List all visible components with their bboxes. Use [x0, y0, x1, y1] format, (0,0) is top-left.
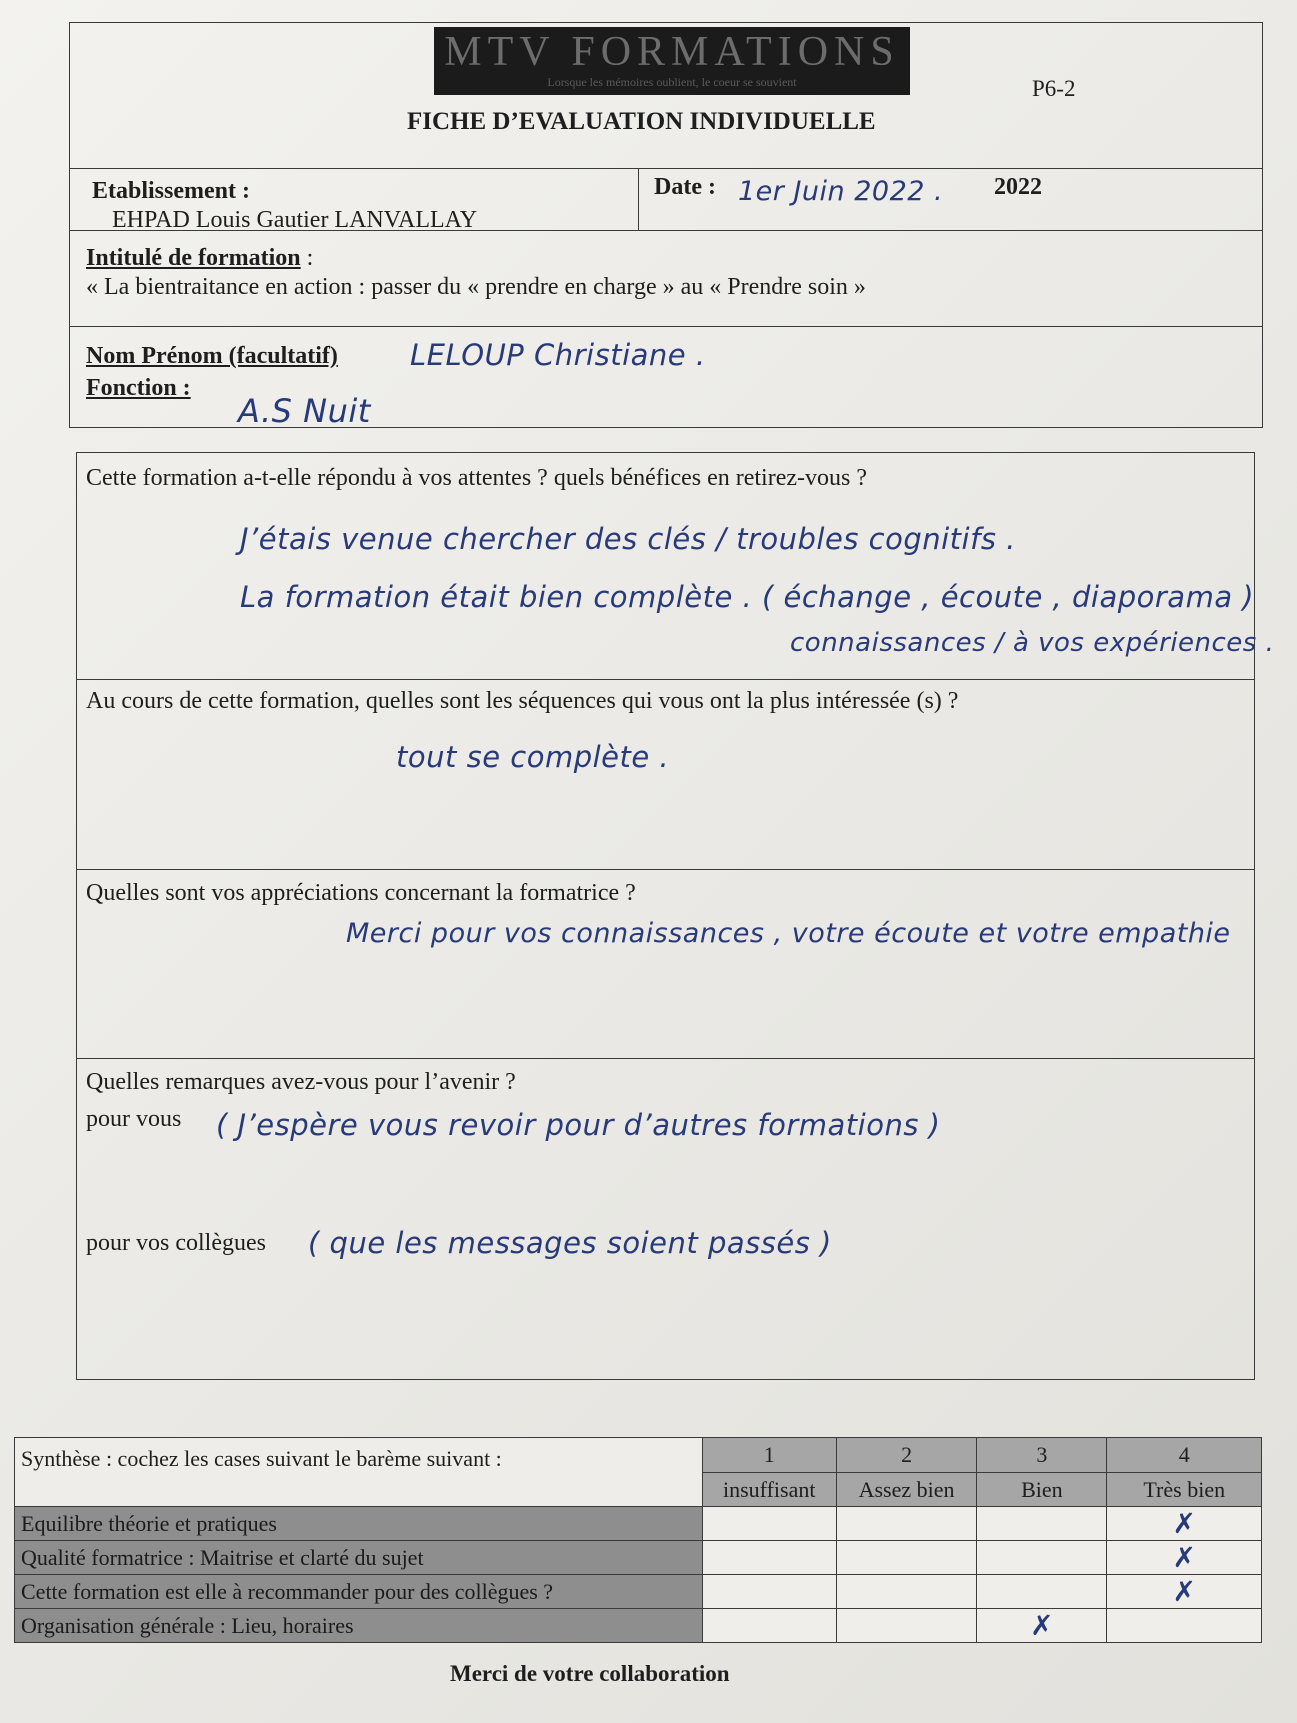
column-1-number: 1	[702, 1438, 836, 1473]
answer-1-line-1: J’étais venue chercher des clés / troubles cognitifs .	[240, 522, 1016, 556]
checkbox-cell[interactable]	[702, 1507, 836, 1541]
checkbox-cell[interactable]	[1107, 1609, 1262, 1643]
date-label: Date :	[654, 174, 716, 200]
checkbox-cell[interactable]	[702, 1541, 836, 1575]
etablissement-value: EHPAD Louis Gautier LANVALLAY	[112, 207, 478, 233]
column-4-label: Très bien	[1107, 1472, 1262, 1507]
column-3-label: Bien	[977, 1472, 1107, 1507]
synthese-table	[14, 1437, 1262, 1643]
form-title: FICHE D’EVALUATION INDIVIDUELLE	[407, 108, 876, 135]
column-3-number: 3	[977, 1438, 1107, 1473]
answer-3: Merci pour vos connaissances , votre écoute et votre empathie	[346, 918, 1231, 949]
question-2: Au cours de cette formation, quelles sont les séquences qui vous ont la plus intéressée (s) ?	[86, 688, 959, 714]
answer-2: tout se complète .	[396, 740, 670, 774]
column-2-label: Assez bien	[836, 1472, 976, 1507]
answer-1-line-3: connaissances / à vos expériences .	[790, 628, 1275, 658]
question-3: Quelles sont vos appréciations concernant la formatrice ?	[86, 880, 636, 906]
checkbox-cell[interactable]: ✗	[1107, 1541, 1262, 1575]
answer-4-collegues: ( que les messages soient passés )	[308, 1226, 832, 1260]
checkbox-cell[interactable]	[702, 1575, 836, 1609]
company-logo: MTV FORMATIONS Lorsque les mémoires oublient, le coeur se souvient	[434, 27, 910, 95]
checkbox-cell[interactable]	[977, 1507, 1107, 1541]
table-row	[15, 1541, 1262, 1575]
question-4-vous-label: pour vous	[86, 1106, 182, 1132]
fonction-handwritten: A.S Nuit	[238, 392, 371, 430]
row-label: Equilibre théorie et pratiques	[15, 1507, 703, 1541]
checkbox-cell[interactable]	[977, 1541, 1107, 1575]
answer-4-vous: ( J’espère vous revoir pour d’autres formations )	[216, 1108, 941, 1142]
nom-handwritten: LELOUP Christiane .	[410, 338, 706, 372]
footer-thanks: Merci de votre collaboration	[450, 1661, 730, 1686]
column-2-number: 2	[836, 1438, 976, 1473]
table-row	[15, 1575, 1262, 1609]
column-4-number: 4	[1107, 1438, 1262, 1473]
answer-1-line-2: La formation était bien complète . ( échange , écoute , diaporama )	[240, 580, 1255, 614]
checkbox-cell[interactable]	[836, 1609, 976, 1643]
intitule-value: « La bientraitance en action : passer du « prendre en charge » au « Prendre soin »	[86, 274, 866, 300]
checkbox-cell[interactable]	[702, 1609, 836, 1643]
checkbox-cell[interactable]: ✗	[977, 1609, 1107, 1643]
intitule-line: Intitulé de formation :	[86, 245, 314, 271]
checkbox-cell[interactable]	[836, 1575, 976, 1609]
checkbox-cell[interactable]	[977, 1575, 1107, 1609]
page-code: P6-2	[1032, 76, 1076, 101]
fonction-label: Fonction :	[86, 375, 191, 401]
year-value: 2022	[994, 174, 1042, 200]
table-row	[15, 1507, 1262, 1541]
column-1-label: insuffisant	[702, 1472, 836, 1507]
row-label: Qualité formatrice : Maitrise et clarté du sujet	[15, 1541, 703, 1575]
question-4-collegues-label: pour vos collègues	[86, 1230, 266, 1256]
etablissement-label: Etablissement :	[92, 178, 250, 204]
question-1: Cette formation a-t-elle répondu à vos attentes ? quels bénéfices en retirez-vous ?	[86, 465, 868, 491]
table-row	[15, 1609, 1262, 1643]
intitule-label: Intitulé de formation	[86, 245, 301, 271]
date-handwritten: 1er Juin 2022 .	[738, 176, 944, 207]
nom-label: Nom Prénom (facultatif)	[86, 343, 338, 369]
synthese-header-row	[15, 1438, 1262, 1473]
synthese-title: Synthèse : cochez les cases suivant le barème suivant :	[15, 1438, 703, 1507]
row-label: Cette formation est elle à recommander pour des collègues ?	[15, 1575, 703, 1609]
checkbox-cell[interactable]	[836, 1541, 976, 1575]
checkbox-cell[interactable]: ✗	[1107, 1507, 1262, 1541]
question-4: Quelles remarques avez-vous pour l’avenir ?	[86, 1069, 516, 1095]
checkbox-cell[interactable]	[836, 1507, 976, 1541]
checkbox-cell[interactable]: ✗	[1107, 1575, 1262, 1609]
row-label: Organisation générale : Lieu, horaires	[15, 1609, 703, 1643]
